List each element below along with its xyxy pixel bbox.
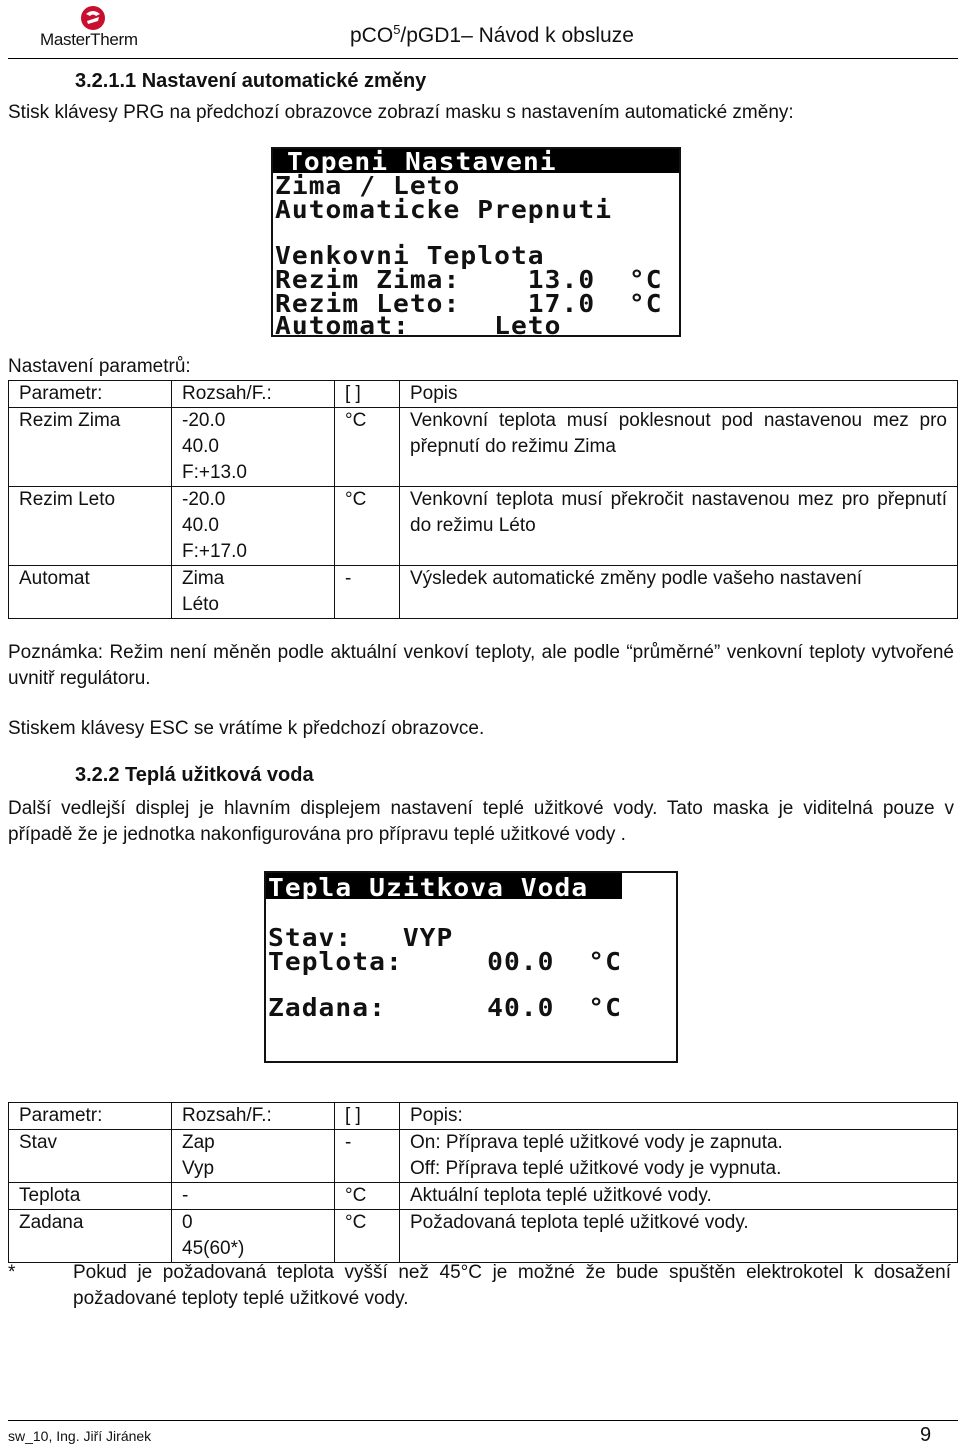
param-name: Automat bbox=[9, 566, 172, 619]
range-min: 0 bbox=[182, 1212, 193, 1233]
range-max: 40.0 bbox=[182, 515, 219, 536]
param-desc: Aktuální teplota teplé užitkové vody. bbox=[400, 1183, 958, 1210]
page-number: 9 bbox=[920, 1424, 932, 1446]
col-header: Rozsah/F.: bbox=[172, 381, 335, 408]
desc-line: On: Příprava teplé užitkové vody je zapnuta. bbox=[410, 1132, 783, 1153]
range-option: Zap bbox=[182, 1132, 215, 1153]
range-option: Zima bbox=[182, 568, 225, 589]
range-min: -20.0 bbox=[182, 489, 226, 510]
param-unit: - bbox=[335, 1130, 400, 1183]
footer-author: sw_10, Ing. Jiří Jiránek bbox=[8, 1428, 152, 1444]
param-unit: °C bbox=[335, 1210, 400, 1263]
param-unit: - bbox=[335, 566, 400, 619]
col-header: Rozsah/F.: bbox=[172, 1103, 335, 1130]
table-header-row bbox=[9, 381, 958, 408]
param-range bbox=[172, 408, 335, 487]
range-max: 45(60*) bbox=[182, 1238, 245, 1259]
table-row bbox=[9, 566, 958, 619]
footnote-text: Pokud je požadovaná teplota vyšší než 45°C je možné že bude spuštěn elektrokotel k dosažení požadované teploty teplé užitkové vody. bbox=[73, 1262, 951, 1309]
param-desc: Venkovní teplota musí překročit nastavenou mez pro přepnutí do režimu Léto bbox=[400, 487, 958, 566]
col-header: Parametr: bbox=[9, 381, 172, 408]
lcd-screen-heating-settings bbox=[271, 147, 681, 340]
document-title: pCO$^5$/pGD1– Návod k obsluze bbox=[350, 22, 634, 47]
parameter-table-auto-change bbox=[8, 380, 958, 619]
section-intro-hot-water: Další vedlejší displej je hlavním displejem nastavení teplé užitkové vody. Tato maska je viditelná pouze v případě že je jednotka nakonfigurována pro přípravu teplé užitkové vody . bbox=[8, 798, 954, 845]
table-row bbox=[9, 487, 958, 566]
param-desc: Požadovaná teplota teplé užitkové vody. bbox=[400, 1210, 958, 1263]
param-name: Zadana bbox=[9, 1210, 172, 1263]
table-row bbox=[9, 1210, 958, 1263]
table-header-row bbox=[9, 1103, 958, 1130]
col-header: [ ] bbox=[335, 381, 400, 408]
lcd-line: Zadana: 40.0 °C bbox=[268, 993, 622, 1022]
note-paragraph: Poznámka: Režim není měněn podle aktuální venkoví teploty, ale podle “průměrné” venkovní teploty vytvořené uvnitř regulátoru. bbox=[8, 642, 954, 689]
range-max: 40.0 bbox=[182, 436, 219, 457]
range-option: Vyp bbox=[182, 1158, 215, 1179]
esc-paragraph: Stiskem klávesy ESC se vrátíme k předchozí obrazovce. bbox=[8, 718, 485, 739]
param-name: Stav bbox=[9, 1130, 172, 1183]
param-range bbox=[172, 1210, 335, 1263]
table-row bbox=[9, 1130, 958, 1183]
lcd-line: Automaticke Prepnuti bbox=[275, 195, 613, 224]
param-unit: °C bbox=[335, 487, 400, 566]
lcd-line-title: Topeni Nastaveni bbox=[287, 147, 557, 176]
param-unit: °C bbox=[335, 1183, 400, 1210]
lcd-line: Automat: Leto bbox=[275, 311, 562, 340]
param-desc: Výsledek automatické změny podle vašeho nastavení bbox=[400, 566, 958, 619]
lcd-line: Teplota: 00.0 °C bbox=[268, 947, 622, 976]
parameter-table-hot-water bbox=[8, 1102, 958, 1263]
lcd-screen-hot-water bbox=[264, 871, 678, 1063]
param-name: Teplota bbox=[9, 1183, 172, 1210]
param-unit: °C bbox=[335, 408, 400, 487]
param-desc: Venkovní teplota musí poklesnout pod nastavenou mez pro přepnutí do režimu Zima bbox=[400, 408, 958, 487]
lcd-line: Rezim Leto: 17.0 °C bbox=[275, 289, 663, 318]
footnote-mark: * bbox=[8, 1262, 16, 1283]
desc-line: Off: Příprava teplé užitkové vody je vypnuta. bbox=[410, 1158, 782, 1179]
col-header: Parametr: bbox=[9, 1103, 172, 1130]
lcd-line: Stav: VYP bbox=[268, 923, 454, 952]
lcd-line: Venkovni Teplota bbox=[275, 241, 545, 270]
col-header: Popis bbox=[400, 381, 958, 408]
range-min: -20.0 bbox=[182, 410, 226, 431]
range-factory: F:+17.0 bbox=[182, 541, 247, 562]
section-heading-auto-change: 3.2.1.1 Nastavení automatické změny bbox=[75, 70, 427, 92]
table-row bbox=[9, 1183, 958, 1210]
header-rule bbox=[8, 58, 958, 59]
logo-text: MasterTherm bbox=[40, 30, 138, 49]
lcd-line-title: Tepla Uzitkova Voda bbox=[268, 873, 589, 902]
col-header: [ ] bbox=[335, 1103, 400, 1130]
param-range bbox=[172, 1130, 335, 1183]
col-header: Popis: bbox=[400, 1103, 958, 1130]
table-row bbox=[9, 408, 958, 487]
param-desc bbox=[400, 1130, 958, 1183]
section-intro: Stisk klávesy PRG na předchozí obrazovce zobrazí masku s nastavením automatické změny: bbox=[8, 102, 794, 123]
param-range bbox=[172, 566, 335, 619]
range-option: Léto bbox=[182, 594, 219, 615]
param-name: Rezim Leto bbox=[9, 487, 172, 566]
footer-rule bbox=[8, 1420, 958, 1421]
param-name: Rezim Zima bbox=[9, 408, 172, 487]
param-range bbox=[172, 487, 335, 566]
params-label: Nastavení parametrů: bbox=[8, 356, 191, 377]
range-factory: F:+13.0 bbox=[182, 462, 247, 483]
lcd-line: Zima / Leto bbox=[275, 171, 461, 200]
lcd-line: Rezim Zima: 13.0 °C bbox=[275, 265, 663, 294]
section-heading-hot-water: 3.2.2 Teplá užitková voda bbox=[75, 764, 314, 786]
param-range: - bbox=[172, 1183, 335, 1210]
